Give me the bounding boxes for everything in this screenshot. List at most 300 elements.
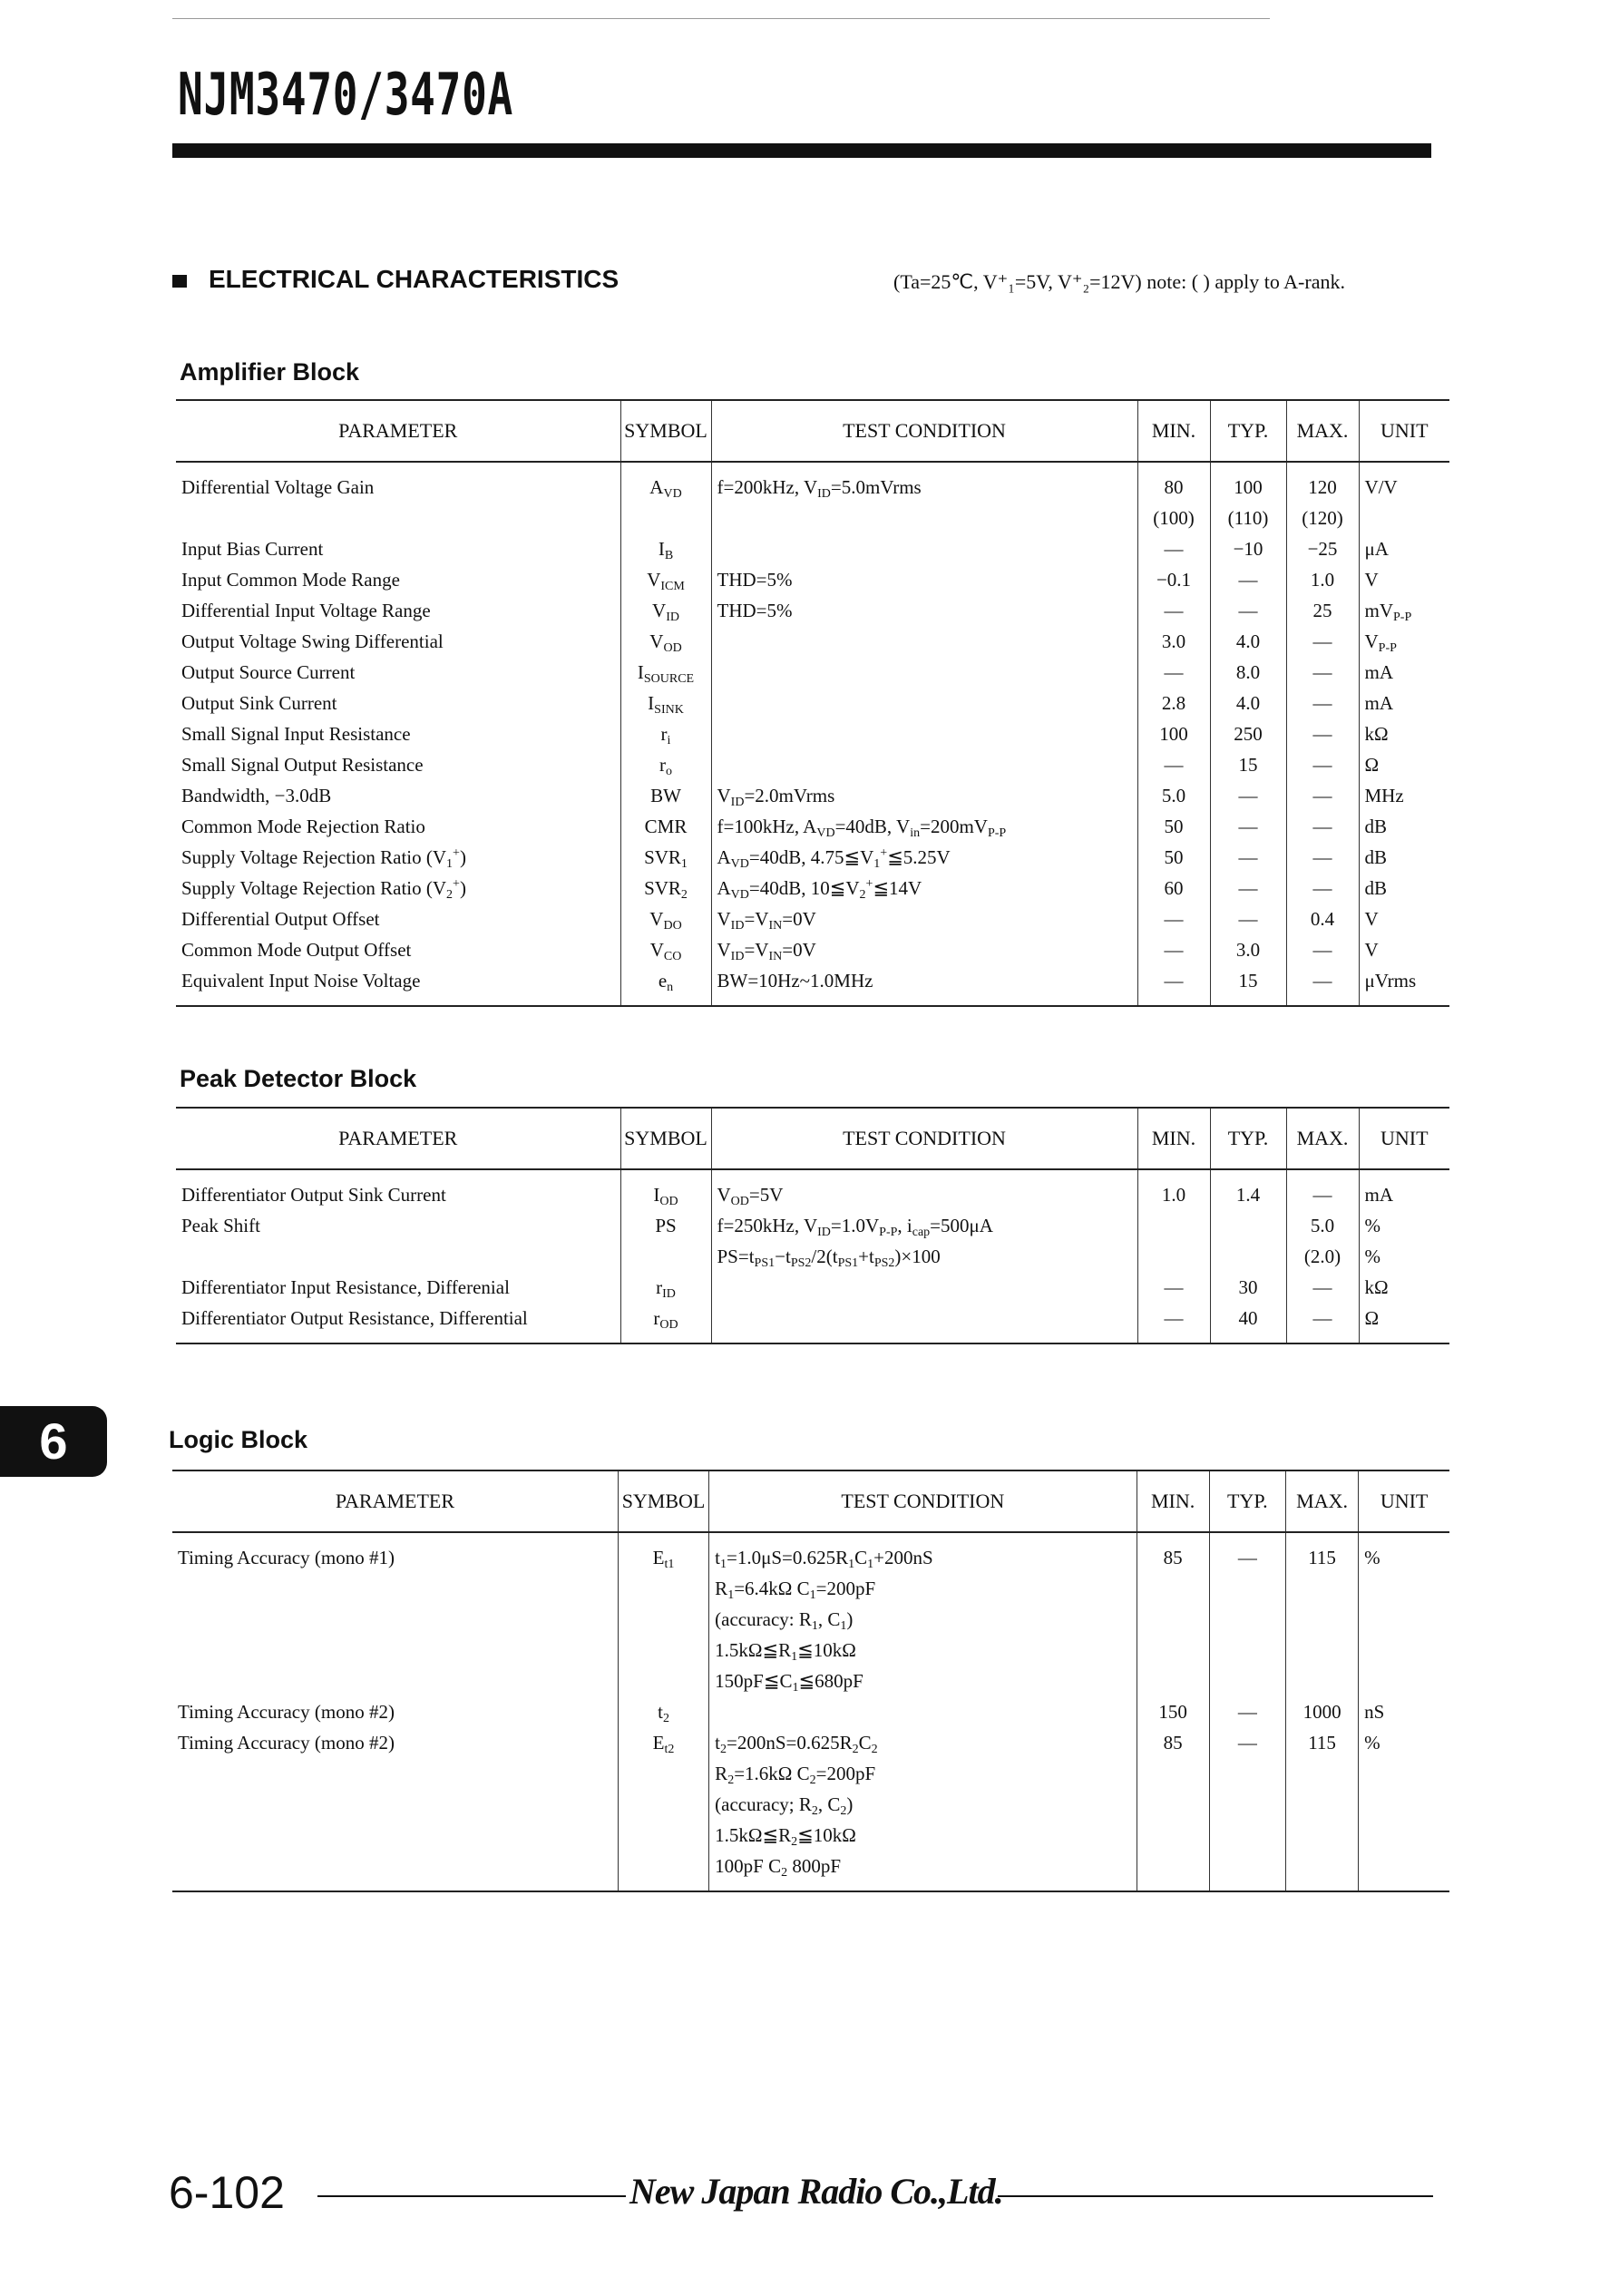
cell-condition: THD=5% xyxy=(711,564,1137,595)
cell-unit xyxy=(1359,1573,1449,1604)
cell-min: 80 xyxy=(1137,462,1210,503)
header-typ: TYP. xyxy=(1210,400,1286,462)
cell-typ xyxy=(1209,1666,1285,1696)
table-row xyxy=(176,595,1449,626)
cell-condition: THD=5% xyxy=(711,595,1137,626)
header-typ: TYP. xyxy=(1209,1470,1285,1532)
logic-table xyxy=(172,1470,1449,1892)
cell-unit: μVrms xyxy=(1359,965,1449,1006)
cell-max: (120) xyxy=(1286,503,1359,533)
cell-parameter xyxy=(172,1851,618,1891)
header-symbol: SYMBOL xyxy=(620,400,711,462)
cell-parameter: Small Signal Output Resistance xyxy=(181,754,424,776)
cell-condition: $1.5k\Omega≦R_1≦10k\Omega$ xyxy=(709,1635,1137,1666)
cell-parameter xyxy=(172,1573,618,1604)
cell-condition: f=250kHz, $V_{ID}=1.0V_{P-P}$, $i_{cap}=500\mu A$ xyxy=(711,1210,1137,1241)
table-row xyxy=(176,1241,1449,1272)
table-row xyxy=(176,462,1449,503)
cell-parameter: Differentiator Output Resistance, Differential xyxy=(176,1303,620,1343)
cell-symbol xyxy=(618,1820,708,1851)
cell-max: — xyxy=(1286,749,1359,780)
cell-unit: V xyxy=(1359,934,1449,965)
cell-condition xyxy=(711,1303,1137,1343)
cell-symbol: $r_i$ xyxy=(620,718,711,749)
cell-min: — xyxy=(1137,965,1210,1006)
cell-symbol xyxy=(620,1241,711,1272)
cell-parameter: Supply Voltage Rejection Ratio $(V_1^+)$ xyxy=(181,846,466,871)
cell-unit: kΩ xyxy=(1359,1272,1449,1303)
cell-unit: mA xyxy=(1359,1169,1449,1210)
cell-max: — xyxy=(1286,626,1359,657)
cell-min: (100) xyxy=(1137,503,1210,533)
cell-min: 85 xyxy=(1137,1532,1209,1573)
cell-max: — xyxy=(1286,811,1359,842)
cell-condition xyxy=(709,1696,1137,1727)
table-row xyxy=(176,718,1449,749)
cell-max: — xyxy=(1286,934,1359,965)
cell-typ: — xyxy=(1210,564,1286,595)
header-min: MIN. xyxy=(1137,400,1210,462)
cell-typ xyxy=(1209,1851,1285,1891)
cell-unit: V xyxy=(1359,564,1449,595)
cell-unit: $V_{P-P}$ xyxy=(1359,626,1449,657)
cell-condition xyxy=(711,749,1137,780)
cell-min: −0.1 xyxy=(1137,564,1210,595)
cell-typ xyxy=(1209,1758,1285,1789)
cell-max: −25 xyxy=(1286,533,1359,564)
header-symbol: SYMBOL xyxy=(620,1108,711,1169)
cell-unit: % xyxy=(1359,1210,1449,1241)
header-unit: UNIT xyxy=(1359,400,1449,462)
cell-max: (2.0) xyxy=(1286,1241,1359,1272)
cell-symbol: $SVR_1$ xyxy=(620,842,711,873)
section-title: ELECTRICAL CHARACTERISTICS xyxy=(209,265,620,293)
amplifier-block-title: Amplifier Block xyxy=(180,358,360,386)
cell-condition xyxy=(711,503,1137,533)
cell-unit xyxy=(1359,1820,1449,1851)
footer-rule-right xyxy=(998,2195,1433,2197)
table-row xyxy=(176,842,1449,873)
cell-parameter: Input Bias Current xyxy=(181,538,324,560)
cell-min: 85 xyxy=(1137,1727,1209,1758)
cell-unit: % xyxy=(1359,1532,1449,1573)
table-row xyxy=(176,965,1449,1006)
cell-symbol: $E_{t2}$ xyxy=(618,1727,708,1758)
cell-parameter: Output Voltage Swing Differential xyxy=(181,630,444,652)
cell-parameter xyxy=(172,1666,618,1696)
cell-min xyxy=(1137,1851,1209,1891)
cell-parameter: Differential Output Offset xyxy=(181,908,380,930)
cell-unit: Ω xyxy=(1359,1303,1449,1343)
table-row xyxy=(172,1532,1449,1573)
table-row xyxy=(176,533,1449,564)
table-row xyxy=(172,1758,1449,1789)
cell-min: — xyxy=(1137,533,1210,564)
cell-typ: — xyxy=(1210,780,1286,811)
cell-symbol xyxy=(620,503,711,533)
table-row xyxy=(176,688,1449,718)
table-row xyxy=(176,873,1449,904)
cell-typ: 3.0 xyxy=(1210,934,1286,965)
cell-parameter: Supply Voltage Rejection Ratio $(V_2^+)$ xyxy=(181,877,466,902)
cell-typ: — xyxy=(1210,904,1286,934)
cell-unit xyxy=(1359,1758,1449,1789)
cell-min: 150 xyxy=(1137,1696,1209,1727)
cell-symbol: $V_{CO}$ xyxy=(620,934,711,965)
cell-typ: 1.4 xyxy=(1210,1169,1286,1210)
cell-condition xyxy=(711,657,1137,688)
table-row xyxy=(176,749,1449,780)
table-row xyxy=(172,1573,1449,1604)
header-parameter: PARAMETER xyxy=(335,1490,455,1512)
cell-condition: 100pF $C_2$ 800pF xyxy=(709,1851,1137,1891)
cell-typ: 4.0 xyxy=(1210,688,1286,718)
cell-typ: 30 xyxy=(1210,1272,1286,1303)
cell-unit: MHz xyxy=(1359,780,1449,811)
cell-unit: dB xyxy=(1359,811,1449,842)
cell-condition: (accuracy; $R_2$, $C_2$) xyxy=(709,1789,1137,1820)
cell-typ: 40 xyxy=(1210,1303,1286,1343)
cell-max: — xyxy=(1286,657,1359,688)
cell-unit xyxy=(1359,503,1449,533)
cell-min xyxy=(1137,1210,1210,1241)
cell-symbol: $E_{t1}$ xyxy=(618,1532,708,1573)
peak-detector-table xyxy=(176,1107,1449,1344)
cell-unit xyxy=(1359,1635,1449,1666)
cell-unit: V xyxy=(1359,904,1449,934)
bullet-square-icon xyxy=(172,275,187,288)
table-row xyxy=(172,1727,1449,1758)
table-row xyxy=(176,564,1449,595)
header-condition: TEST CONDITION xyxy=(709,1470,1137,1532)
cell-parameter: Equivalent Input Noise Voltage xyxy=(176,965,620,1006)
cell-unit: dB xyxy=(1359,842,1449,873)
cell-symbol xyxy=(618,1789,708,1820)
cell-parameter: Timing Accuracy (mono #2) xyxy=(178,1732,395,1754)
header-condition: TEST CONDITION xyxy=(711,400,1137,462)
page-number: 6-102 xyxy=(169,2167,285,2218)
header-typ: TYP. xyxy=(1210,1108,1286,1169)
header-min: MIN. xyxy=(1137,1470,1209,1532)
cell-parameter: Differentiator Output Sink Current xyxy=(181,1184,446,1206)
table-row xyxy=(176,904,1449,934)
cell-condition xyxy=(711,718,1137,749)
cell-unit xyxy=(1359,1789,1449,1820)
table-row xyxy=(172,1635,1449,1666)
cell-parameter xyxy=(172,1635,618,1666)
cell-condition xyxy=(711,1272,1137,1303)
cell-min: 2.8 xyxy=(1137,688,1210,718)
cell-max: — xyxy=(1286,780,1359,811)
cell-max: 115 xyxy=(1285,1727,1358,1758)
cell-parameter: Output Sink Current xyxy=(181,692,337,714)
cell-symbol: $A_{VD}$ xyxy=(620,462,711,503)
cell-condition: BW=10Hz~1.0MHz xyxy=(711,965,1137,1006)
table-row xyxy=(172,1604,1449,1635)
cell-parameter: Bandwidth, −3.0dB xyxy=(181,785,332,806)
cell-condition: f=200kHz, $V_{ID}=5.0mVrms$ xyxy=(711,462,1137,503)
cell-min: 1.0 xyxy=(1137,1169,1210,1210)
header-unit: UNIT xyxy=(1359,1470,1449,1532)
table-row xyxy=(176,1272,1449,1303)
table-row xyxy=(172,1666,1449,1696)
cell-max: 25 xyxy=(1286,595,1359,626)
cell-condition: $V_{ID}=2.0mVrms$ xyxy=(711,780,1137,811)
header-min: MIN. xyxy=(1137,1108,1210,1169)
cell-symbol: $SVR_2$ xyxy=(620,873,711,904)
cell-unit: mA xyxy=(1359,657,1449,688)
cell-min xyxy=(1137,1666,1209,1696)
cell-condition xyxy=(711,626,1137,657)
peak-detector-block-title: Peak Detector Block xyxy=(180,1065,417,1092)
table-row xyxy=(172,1696,1449,1727)
cell-condition: $V_{ID}=V_{IN}=0V$ xyxy=(711,934,1137,965)
header-parameter: PARAMETER xyxy=(338,419,458,442)
table-row xyxy=(176,503,1449,533)
cell-symbol: $I_B$ xyxy=(620,533,711,564)
header-condition: TEST CONDITION xyxy=(711,1108,1137,1169)
cell-min: 5.0 xyxy=(1137,780,1210,811)
cell-parameter: Common Mode Rejection Ratio xyxy=(181,816,425,837)
cell-parameter: Timing Accuracy (mono #2) xyxy=(178,1701,395,1723)
cell-max: — xyxy=(1286,1303,1359,1343)
cell-parameter: Input Common Mode Range xyxy=(181,569,400,591)
cell-typ: — xyxy=(1209,1727,1285,1758)
header-max: MAX. xyxy=(1286,400,1359,462)
cell-min: 50 xyxy=(1137,842,1210,873)
cell-unit: kΩ xyxy=(1359,718,1449,749)
cell-typ: 15 xyxy=(1210,749,1286,780)
header-max: MAX. xyxy=(1286,1108,1359,1169)
cell-unit: % xyxy=(1359,1241,1449,1272)
cell-symbol: $I_{SOURCE}$ xyxy=(620,657,711,688)
cell-unit: μA xyxy=(1359,533,1449,564)
cell-typ: — xyxy=(1210,811,1286,842)
cell-symbol: $V_{ID}$ xyxy=(620,595,711,626)
cell-typ: — xyxy=(1209,1696,1285,1727)
cell-symbol: $V_{DO}$ xyxy=(620,904,711,934)
cell-typ: −10 xyxy=(1210,533,1286,564)
cell-typ xyxy=(1209,1635,1285,1666)
cell-symbol: $r_{OD}$ xyxy=(620,1303,711,1343)
cell-parameter: Small Signal Input Resistance xyxy=(181,723,411,745)
cell-condition: $PS=t_{PS1}-t_{PS2}/2(t_{PS1}+t_{PS2})\times 100$ xyxy=(711,1241,1137,1272)
cell-symbol xyxy=(618,1758,708,1789)
cell-condition: (accuracy: $R_1$, $C_1$) xyxy=(709,1604,1137,1635)
cell-typ: 8.0 xyxy=(1210,657,1286,688)
section-heading xyxy=(172,265,619,294)
cell-max: 115 xyxy=(1285,1532,1358,1573)
cell-condition: $1.5k\Omega≦R_2≦10k\Omega$ xyxy=(709,1820,1137,1851)
cell-symbol xyxy=(618,1635,708,1666)
cell-min xyxy=(1137,1635,1209,1666)
cell-min xyxy=(1137,1241,1210,1272)
cell-symbol: $I_{SINK}$ xyxy=(620,688,711,718)
cell-min: 3.0 xyxy=(1137,626,1210,657)
cell-parameter xyxy=(172,1604,618,1635)
cell-typ: 250 xyxy=(1210,718,1286,749)
cell-symbol: CMR xyxy=(620,811,711,842)
cell-condition: $A_{VD}=40dB$, $4.75≦V_1^+≦5.25V$ xyxy=(711,842,1137,873)
header-max: MAX. xyxy=(1285,1470,1358,1532)
cell-symbol: $e_n$ xyxy=(620,965,711,1006)
table-row xyxy=(176,934,1449,965)
table-row xyxy=(176,626,1449,657)
cell-max xyxy=(1285,1635,1358,1666)
cell-symbol: $r_{ID}$ xyxy=(620,1272,711,1303)
cell-typ xyxy=(1210,1241,1286,1272)
cell-unit xyxy=(1359,1666,1449,1696)
cell-max xyxy=(1285,1851,1358,1891)
cell-parameter xyxy=(172,1789,618,1820)
cell-condition: $V_{ID}=V_{IN}=0V$ xyxy=(711,904,1137,934)
cell-condition: $V_{OD}=5V$ xyxy=(711,1169,1137,1210)
table-row xyxy=(176,657,1449,688)
cell-condition: $t_2=200nS=0.625R_2C_2$ xyxy=(709,1727,1137,1758)
header-unit: UNIT xyxy=(1359,1108,1449,1169)
amplifier-table xyxy=(176,399,1449,1007)
cell-unit: dB xyxy=(1359,873,1449,904)
cell-parameter xyxy=(172,1820,618,1851)
table-row xyxy=(172,1851,1449,1891)
table-row xyxy=(176,811,1449,842)
cell-unit: mA xyxy=(1359,688,1449,718)
cell-max: — xyxy=(1286,718,1359,749)
cell-min: — xyxy=(1137,934,1210,965)
cell-unit xyxy=(1359,1851,1449,1891)
cell-unit: nS xyxy=(1359,1696,1449,1727)
cell-symbol xyxy=(618,1851,708,1891)
cell-max: — xyxy=(1286,965,1359,1006)
title-bar xyxy=(172,143,1431,158)
header-parameter: PARAMETER xyxy=(338,1127,458,1149)
cell-symbol: $V_{ICM}$ xyxy=(620,564,711,595)
cell-min: — xyxy=(1137,1272,1210,1303)
cell-max xyxy=(1285,1789,1358,1820)
cell-typ: 15 xyxy=(1210,965,1286,1006)
cell-typ xyxy=(1209,1604,1285,1635)
cell-min: 60 xyxy=(1137,873,1210,904)
cell-symbol: $V_{OD}$ xyxy=(620,626,711,657)
cell-max: — xyxy=(1286,688,1359,718)
table-row xyxy=(176,1303,1449,1343)
cell-max xyxy=(1285,1604,1358,1635)
cell-min xyxy=(1137,1789,1209,1820)
cell-symbol xyxy=(618,1666,708,1696)
top-rule xyxy=(172,18,1270,19)
test-conditions-note: (Ta=25℃, V⁺₁=5V, V⁺₂=12V) note: ( ) apply to A-rank. xyxy=(893,270,1345,293)
cell-typ: — xyxy=(1210,873,1286,904)
cell-parameter: Peak Shift xyxy=(181,1215,260,1236)
cell-max xyxy=(1285,1666,1358,1696)
cell-max: — xyxy=(1286,842,1359,873)
cell-max: — xyxy=(1286,1169,1359,1210)
cell-symbol xyxy=(618,1604,708,1635)
cell-min: 50 xyxy=(1137,811,1210,842)
cell-min: — xyxy=(1137,749,1210,780)
table-row xyxy=(176,1210,1449,1241)
cell-condition: $R_1=6.4k\Omega$ $C_1=200pF$ xyxy=(709,1573,1137,1604)
cell-max xyxy=(1285,1758,1358,1789)
cell-max: 1000 xyxy=(1285,1696,1358,1727)
cell-condition: $t_1=1.0\mu S=0.625R_1C_1+200nS$ xyxy=(709,1532,1137,1573)
cell-max: 0.4 xyxy=(1286,904,1359,934)
cell-max: 5.0 xyxy=(1286,1210,1359,1241)
document-title: NJM3470/3470A xyxy=(178,62,514,129)
cell-symbol xyxy=(618,1573,708,1604)
cell-symbol: BW xyxy=(620,780,711,811)
cell-parameter: Differentiator Input Resistance, Differenial xyxy=(181,1276,510,1298)
cell-typ xyxy=(1209,1789,1285,1820)
cell-min xyxy=(1137,1758,1209,1789)
cell-min xyxy=(1137,1604,1209,1635)
cell-parameter: Common Mode Output Offset xyxy=(181,939,412,961)
cell-symbol: $I_{OD}$ xyxy=(620,1169,711,1210)
cell-unit xyxy=(1359,1604,1449,1635)
cell-condition: $150pF≦C_1≦680pF$ xyxy=(709,1666,1137,1696)
chapter-tab: 6 xyxy=(0,1406,107,1477)
cell-min: — xyxy=(1137,904,1210,934)
cell-unit: V/V xyxy=(1359,462,1449,503)
cell-min xyxy=(1137,1820,1209,1851)
cell-condition xyxy=(711,533,1137,564)
cell-min: — xyxy=(1137,1303,1210,1343)
cell-condition: $R_2=1.6k\Omega$ $C_2=200pF$ xyxy=(709,1758,1137,1789)
table-row xyxy=(176,1169,1449,1210)
cell-unit: Ω xyxy=(1359,749,1449,780)
cell-typ: — xyxy=(1210,595,1286,626)
cell-max xyxy=(1285,1573,1358,1604)
cell-max: — xyxy=(1286,873,1359,904)
logic-block-title: Logic Block xyxy=(169,1426,308,1453)
cell-min: — xyxy=(1137,595,1210,626)
cell-parameter: Differential Input Voltage Range xyxy=(181,600,431,621)
cell-unit: % xyxy=(1359,1727,1449,1758)
cell-min xyxy=(1137,1573,1209,1604)
cell-min: 100 xyxy=(1137,718,1210,749)
cell-typ: 4.0 xyxy=(1210,626,1286,657)
cell-typ xyxy=(1209,1573,1285,1604)
cell-symbol: $r_o$ xyxy=(620,749,711,780)
cell-typ xyxy=(1209,1820,1285,1851)
header-symbol: SYMBOL xyxy=(618,1470,708,1532)
cell-parameter: Output Source Current xyxy=(181,661,356,683)
footer-rule-left xyxy=(317,2195,626,2197)
cell-condition: $A_{VD}=40dB$, $10≦V_2^+≦14V$ xyxy=(711,873,1137,904)
cell-symbol: PS xyxy=(620,1210,711,1241)
cell-max: — xyxy=(1286,1272,1359,1303)
cell-typ: (110) xyxy=(1210,503,1286,533)
cell-symbol: $t_2$ xyxy=(618,1696,708,1727)
cell-parameter xyxy=(172,1758,618,1789)
cell-parameter xyxy=(176,503,620,533)
table-row xyxy=(172,1820,1449,1851)
cell-max xyxy=(1285,1820,1358,1851)
cell-max: 1.0 xyxy=(1286,564,1359,595)
cell-parameter xyxy=(176,1241,620,1272)
cell-typ: 100 xyxy=(1210,462,1286,503)
table-row xyxy=(172,1789,1449,1820)
cell-unit: $mV_{P-P}$ xyxy=(1359,595,1449,626)
cell-typ: — xyxy=(1209,1532,1285,1573)
cell-min: — xyxy=(1137,657,1210,688)
cell-condition xyxy=(711,688,1137,718)
brand-logo: New Japan Radio Co.,Ltd. xyxy=(629,2171,1003,2212)
table-row xyxy=(176,780,1449,811)
cell-typ xyxy=(1210,1210,1286,1241)
cell-max: 120 xyxy=(1286,462,1359,503)
cell-typ: — xyxy=(1210,842,1286,873)
